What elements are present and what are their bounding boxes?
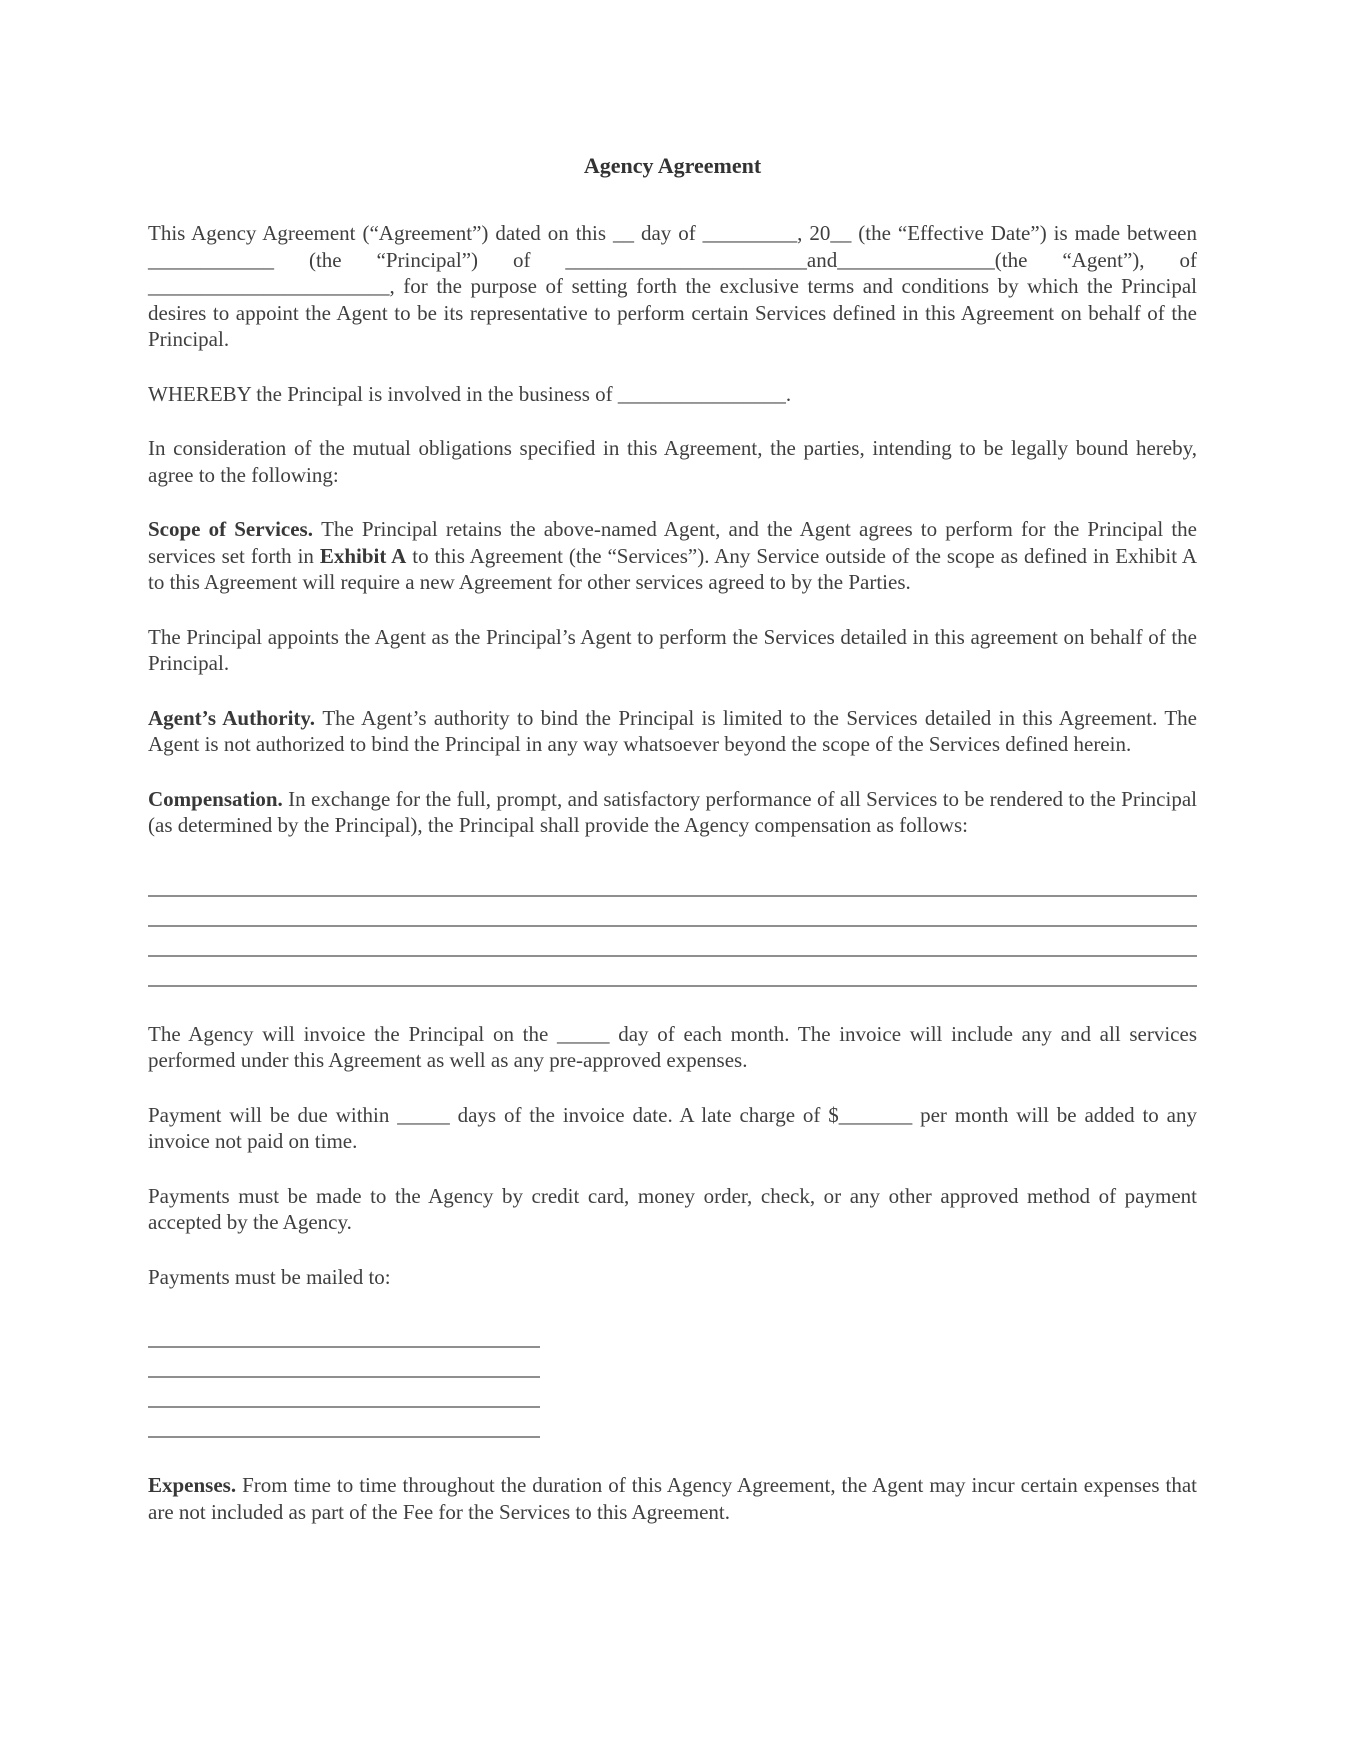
document-title: Agency Agreement: [583, 153, 762, 178]
paragraph: [148, 786, 1197, 839]
text-segment: In exchange for the full, prompt, and satisfactory performance of all Services to be rendered to the Principal (as determined by the Principal), the Principal shall provide the Agency compensation as follows:: [148, 786, 1197, 837]
text-segment: The Agency will invoice the Principal on the _____ day of each month. The invoice will include any and all services performed under this Agreement as well as any pre-approved expenses.: [148, 1021, 1197, 1072]
paragraph: [148, 1264, 1197, 1291]
text-segment: Payment will be due within _____ days of the invoice date. A late charge of $_______ per month will be added to any invoice not paid on time.: [148, 1102, 1197, 1153]
bold-lead-in: Compensation.: [148, 786, 289, 811]
paragraph: [148, 1183, 1197, 1236]
text-segment: The Agent’s authority to bind the Principal is limited to the Services detailed in this Agreement. The Agent is not authorized to bind the Principal in any way whatsoever beyond the scope of the Services defined herein.: [148, 705, 1197, 756]
fill-in-lines: [148, 867, 1197, 987]
bold-lead-in: Expenses.: [148, 1473, 243, 1497]
paragraph: [148, 220, 1197, 353]
blank-line: [148, 1408, 540, 1438]
blank-line: [148, 957, 1197, 987]
paragraph: [148, 1102, 1197, 1155]
text-segment: Payments must be made to the Agency by credit card, money order, check, or any other approved method of payment accepted by the Agency.: [148, 1183, 1197, 1234]
text-segment: The Principal retains the above-named Agent, and the Agent agrees to perform for the Principal the services set forth in: [148, 517, 1197, 568]
blank-line: [148, 867, 1197, 897]
paragraph: [148, 435, 1197, 488]
blank-line: [148, 1348, 540, 1378]
paragraph: [148, 624, 1197, 677]
blank-line: [148, 927, 1197, 957]
document-body: [148, 220, 1197, 1525]
bold-lead-in: Exhibit A: [319, 543, 407, 568]
text-segment: The Principal appoints the Agent as the Principal’s Agent to perform the Services detailed in this agreement on behalf of the Principal.: [148, 624, 1197, 675]
blank-line: [148, 897, 1197, 927]
paragraph: [148, 516, 1197, 596]
paragraph: [148, 1021, 1197, 1074]
paragraph: [148, 381, 1197, 408]
text-segment: WHEREBY the Principal is involved in the business of ________________.: [148, 381, 792, 406]
text-segment: From time to time throughout the duration of this Agency Agreement, the Agent may incur certain expenses that are not included as part of the Fee for the Services to this Agreement.: [148, 1473, 1197, 1524]
text-segment: to this Agreement (the “Services”). Any Service outside of the scope as defined in Exhibit A to this Agreement will require a new Agreement for other services agreed to by the Parties.: [148, 543, 1197, 594]
paragraph: [148, 1472, 1197, 1525]
blank-line: [148, 1378, 540, 1408]
text-segment: In consideration of the mutual obligations specified in this Agreement, the parties, intending to be legally bound hereby, agree to the following:: [148, 436, 1197, 487]
blank-line: [148, 1318, 540, 1348]
text-segment: This Agency Agreement (“Agreement”) dated on this __ day of _________, 20__ (the “Effective Date”) is made between ____________ (the “Principal”) of _______________________and_______________(the “Agent”), of _______________________, for the purpose of setting forth the exclusive terms and conditions by which the Principal desires to appoint the Agent to be its representative to perform certain Services defined in this Agreement on behalf of the Principal.: [148, 221, 1197, 351]
paragraph: [148, 705, 1197, 758]
bold-lead-in: Scope of Services.: [148, 517, 322, 541]
bold-lead-in: Agent’s Authority.: [148, 705, 323, 730]
text-segment: Payments must be mailed to:: [148, 1264, 391, 1289]
fill-in-lines: [148, 1318, 1197, 1438]
